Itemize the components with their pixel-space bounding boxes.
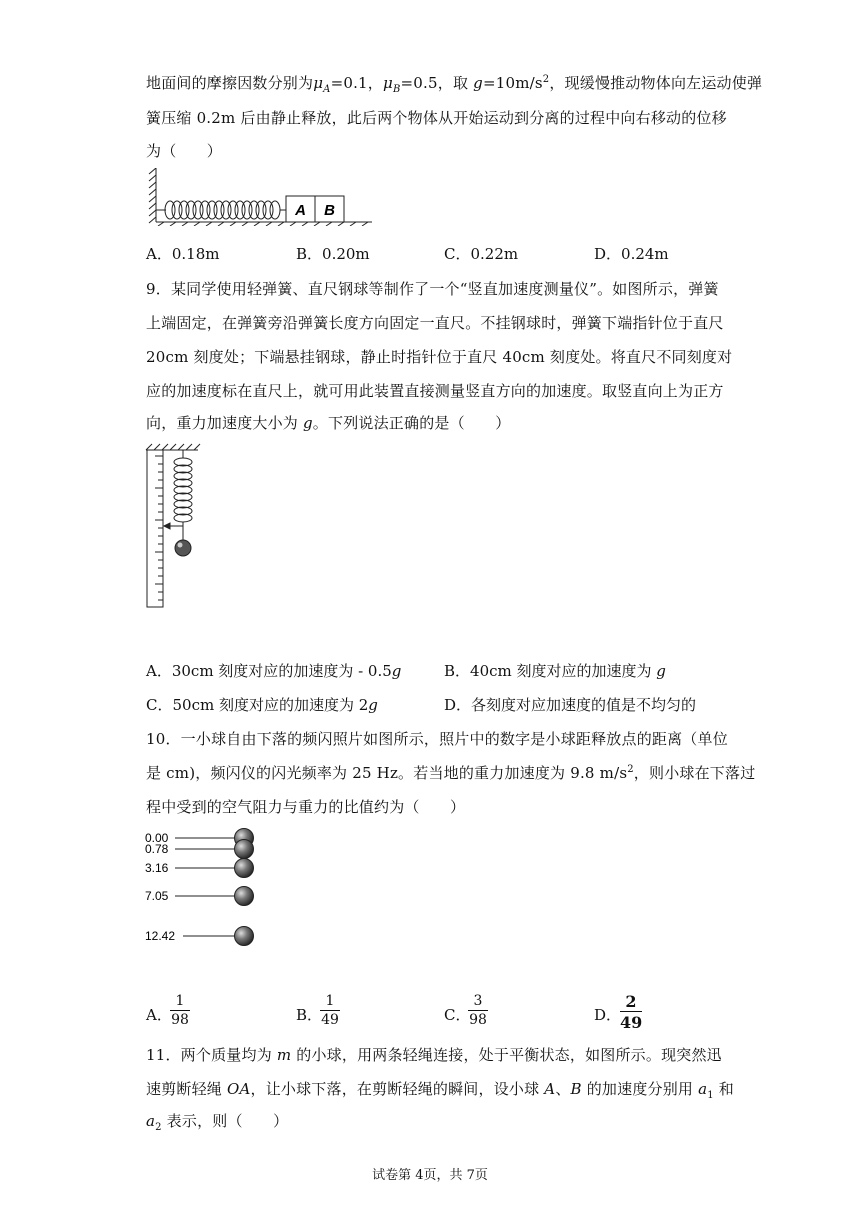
q11-line-1: 11．两个质量均为 m 的小球，用两条轻绳连接，处于平衡状态，如图所示。现突然迅 <box>146 1046 722 1064</box>
q9-option-b[interactable]: B．40cm 刻度对应的加速度为 g <box>444 662 666 680</box>
q10-line-1: 10．一小球自由下落的频闪照片如图所示，照片中的数字是小球距释放点的距离（单位 <box>146 730 728 748</box>
q8-spring-blocks-figure <box>146 168 376 226</box>
q10-option-b[interactable]: B． <box>296 1006 323 1024</box>
q8-option-a[interactable]: A．0.18m <box>146 245 220 263</box>
steel-ball <box>175 540 191 556</box>
strobe-ball-5 <box>235 927 254 946</box>
q8-line-3: 为（ ） <box>146 142 223 160</box>
page-footer: 试卷第 4页，共 7页 <box>372 1168 488 1183</box>
block-b-label: B <box>324 202 335 219</box>
q9-line-3: 20cm 刻度处；下端悬挂钢球，静止时指针位于直尺 40cm 刻度处。将直尺不同刻度对 <box>146 348 733 366</box>
q9-line-4: 应的加速度标在直尺上，就可用此装置直接测量竖直方向的加速度。取竖直向上为正方 <box>146 382 724 400</box>
q9-option-d[interactable]: D．各刻度对应加速度的值是不均匀的 <box>444 696 697 714</box>
strobe-label-5: 12.42 <box>145 929 176 943</box>
q10-strobe-figure <box>142 826 272 950</box>
block-a-label: A <box>295 202 306 219</box>
strobe-ball-4 <box>235 887 254 906</box>
q9-line-2: 上端固定，在弹簧旁沿弹簧长度方向固定一直尺。不挂钢球时，弹簧下端指针位于直尺 <box>146 314 724 332</box>
q10-option-c-fraction: $\frac{3}{98}$ <box>469 993 487 1028</box>
q9-option-a[interactable]: A．30cm 刻度对应的加速度为 - 0.5g <box>146 662 402 680</box>
q10-line-3: 程中受到的空气阻力与重力的比值约为（ ） <box>146 798 466 816</box>
q9-accelerometer-figure <box>142 442 222 610</box>
q8-option-d[interactable]: D．0.24m <box>594 245 669 263</box>
q8-option-b[interactable]: B．0.20m <box>296 245 370 263</box>
q10-option-d-fraction: $\frac{2}{49}$ <box>620 992 643 1032</box>
q10-option-b-fraction: $\frac{1}{49}$ <box>321 993 339 1028</box>
horizontal-spring <box>156 201 286 219</box>
q11-line-3: $a_2$ 表示，则（ ） <box>146 1112 289 1133</box>
steel-ball-highlight <box>178 543 183 548</box>
q8-line-1: 地面间的摩擦因数分别为$\mu_A=0.1$，$\mu_B=0.5$，取 $g=10m/s^2$，现缓慢推动物体向左运动使弹 <box>146 74 763 95</box>
q10-line-2: 是 cm)，频闪仪的闪光频率为 25 Hz。若当地的重力加速度为 9.8 $m/s^2$，则小球在下落过 <box>146 764 756 782</box>
q8-line-2: 簧压缩 0.2m 后由静止释放，此后两个物体从开始运动到分离的过程中向右移动的位移 <box>146 109 727 127</box>
strobe-label-2: 0.78 <box>145 842 169 856</box>
q9-option-c[interactable]: C．50cm 刻度对应的加速度为 2g <box>146 696 378 714</box>
strobe-ball-3 <box>235 859 254 878</box>
q9-line-5: 向，重力加速度大小为 g。下列说法正确的是（ ） <box>146 414 511 432</box>
strobe-label-4: 7.05 <box>145 889 169 903</box>
floor <box>156 222 372 226</box>
strobe-label-3: 3.16 <box>145 861 169 875</box>
q11-line-2: 速剪断轻绳 OA，让小球下落，在剪断轻绳的瞬间，设小球 A、B 的加速度分别用 $a_1$ 和 <box>146 1080 734 1101</box>
strobe-label-1: 0.00 <box>145 831 169 845</box>
q10-option-d[interactable]: D． <box>594 1006 622 1024</box>
q10-option-a-fraction: $\frac{1}{98}$ <box>171 993 189 1028</box>
pointer-arrow <box>164 523 183 529</box>
q9-line-1: 9．某同学使用轻弹簧、直尺钢球等制作了一个“竖直加速度测量仪”。如图所示，弹簧 <box>146 280 719 298</box>
q10-option-a[interactable]: A． <box>146 1006 172 1024</box>
q8-option-c[interactable]: C．0.22m <box>444 245 519 263</box>
wall <box>149 168 156 223</box>
strobe-ball-2 <box>235 840 254 859</box>
ruler <box>147 450 163 607</box>
q10-option-c[interactable]: C． <box>444 1006 471 1024</box>
ceiling <box>146 444 200 450</box>
